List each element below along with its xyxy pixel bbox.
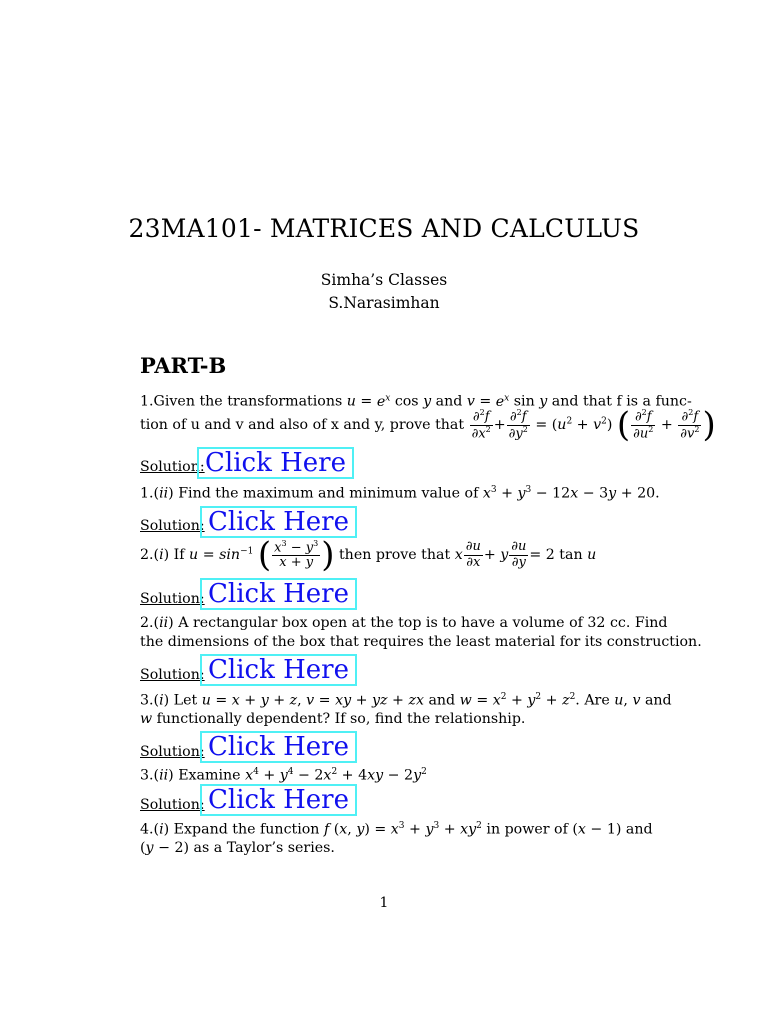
click-here-link-3ii[interactable]: Click Here: [200, 784, 357, 816]
question-4i-line-1: 4.(i) Expand the function f (x, $y) = x^3 + y^3 + xy^2$ in power of (x − 1) and: [140, 821, 653, 838]
author-line-1: Simha’s Classes: [320, 271, 448, 289]
page-number: 1: [379, 895, 389, 911]
click-here-link-2i[interactable]: Click Here: [200, 578, 357, 610]
solution-label-1i: Solution:: [140, 459, 205, 475]
question-3i-line-1: 3.(i) Let u = x + y + z, v = xy + yz + zx and $w = x^2 + y^2 + z^2$. Are u, v and: [140, 692, 672, 709]
question-1i-line-2: tion of u and v and also of x and y, prove that $\frac{\partial^2f}{\partial x^2}$ + $\frac{\partial^2f}{\partial y^2}$ = $(u^2 + v^2)$ ( $\frac{\partial^2f}{\partial u^2}$ + $\frac{\partial^2f}{\partial v^2}$ ): [140, 405, 716, 445]
section-heading: PART-B: [140, 353, 227, 378]
solution-label-3i: Solution:: [140, 744, 205, 760]
document-title: 23MA101- MATRICES AND CALCULUS: [128, 214, 640, 243]
question-1ii: 1.(ii) Find the maximum and minimum value of $x^3 + y^3 - 12x - 3y + 20$.: [140, 485, 660, 502]
solution-label-3ii: Solution:: [140, 797, 205, 813]
click-here-link-1i[interactable]: Click Here: [197, 447, 354, 479]
question-1i-line-1: 1.Given the transformations $u = e^x$ cos y and $v = e^x$ sin y and that f is a func-: [140, 393, 692, 410]
solution-label-2ii: Solution:: [140, 667, 205, 683]
solution-label-2i: Solution:: [140, 591, 205, 607]
click-here-link-3i[interactable]: Click Here: [200, 731, 357, 763]
question-2i: 2.(i) If $u = \sin^{-1}$ ( $\frac{x^3 - y^3}{x + y}$ ) then prove that x $\frac{\partial u}{\partial x}$ + y $\frac{\partial u}{\partial y}$ = 2 tan u: [140, 535, 597, 575]
question-3i-line-2: w functionally dependent? If so, find the relationship.: [140, 711, 526, 727]
question-4i-line-2: (y − 2) as a Taylor’s series.: [140, 840, 335, 856]
solution-label-1ii: Solution:: [140, 518, 205, 534]
question-3ii: 3.(ii) Examine $x^4 + y^4 - 2x^2 + 4xy - 2y^2$: [140, 767, 427, 784]
author-line-2: S.Narasimhan: [328, 294, 440, 312]
question-2ii-line-1: 2.(ii) A rectangular box open at the top is to have a volume of 32 cc. Find: [140, 615, 668, 631]
question-2ii-line-2: the dimensions of the box that requires the least material for its construction.: [140, 634, 702, 650]
click-here-link-2ii[interactable]: Click Here: [200, 654, 357, 686]
click-here-link-1ii[interactable]: Click Here: [200, 506, 357, 538]
